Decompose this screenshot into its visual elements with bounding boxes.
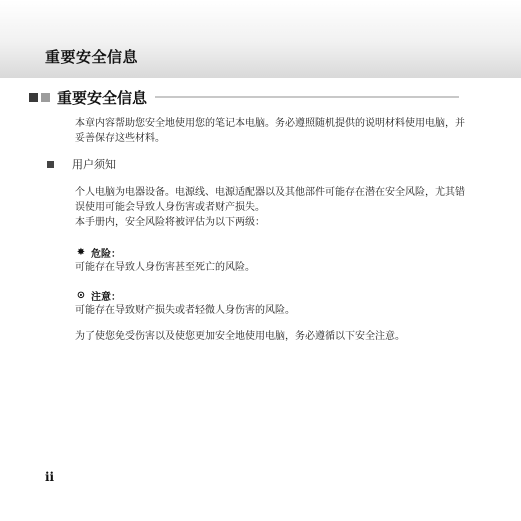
page-header-title: 重要安全信息 (45, 48, 139, 66)
danger-label-line (75, 245, 121, 260)
starburst-icon: ✸ (76, 247, 86, 258)
closing-paragraph: 为了使您免受伤害以及使您更加安全地使用电脑，务必遵循以下安全注意。 (75, 331, 405, 342)
danger-text: 可能存在导致人身伤害甚至死亡的风险。 (75, 262, 255, 273)
levels-line: 本手册内，安全风险将被评估为以下两级： (75, 217, 265, 228)
caution-label: 注意： (91, 292, 121, 303)
bullet-square-icon (47, 161, 54, 168)
page-number: ii (45, 470, 55, 484)
caution-label-line (75, 288, 121, 303)
danger-label: 危险： (91, 249, 121, 260)
section-title: 重要安全信息 (57, 88, 148, 107)
section-rule (155, 96, 459, 98)
caution-text: 可能存在导致财产损失或者轻微人身伤害的风险。 (75, 305, 295, 316)
dark-square-icon (29, 93, 38, 102)
notice-bullet (47, 156, 116, 172)
light-square-icon (41, 93, 50, 102)
notice-paragraph: 个人电脑为电器设备。电源线、电源适配器以及其他部件可能存在潜在安全风险，尤其错误使用可能会导致人身伤害或者财产损失。 (75, 187, 465, 213)
target-circle-icon: ⊙ (76, 290, 86, 301)
intro-paragraph: 本章内容帮助您安全地使用您的笔记本电脑。务必遵照随机提供的说明材料使用电脑，并妥善保存这些材料。 (75, 118, 465, 144)
notice-heading: 用户须知 (72, 158, 116, 171)
section-heading (29, 86, 469, 108)
